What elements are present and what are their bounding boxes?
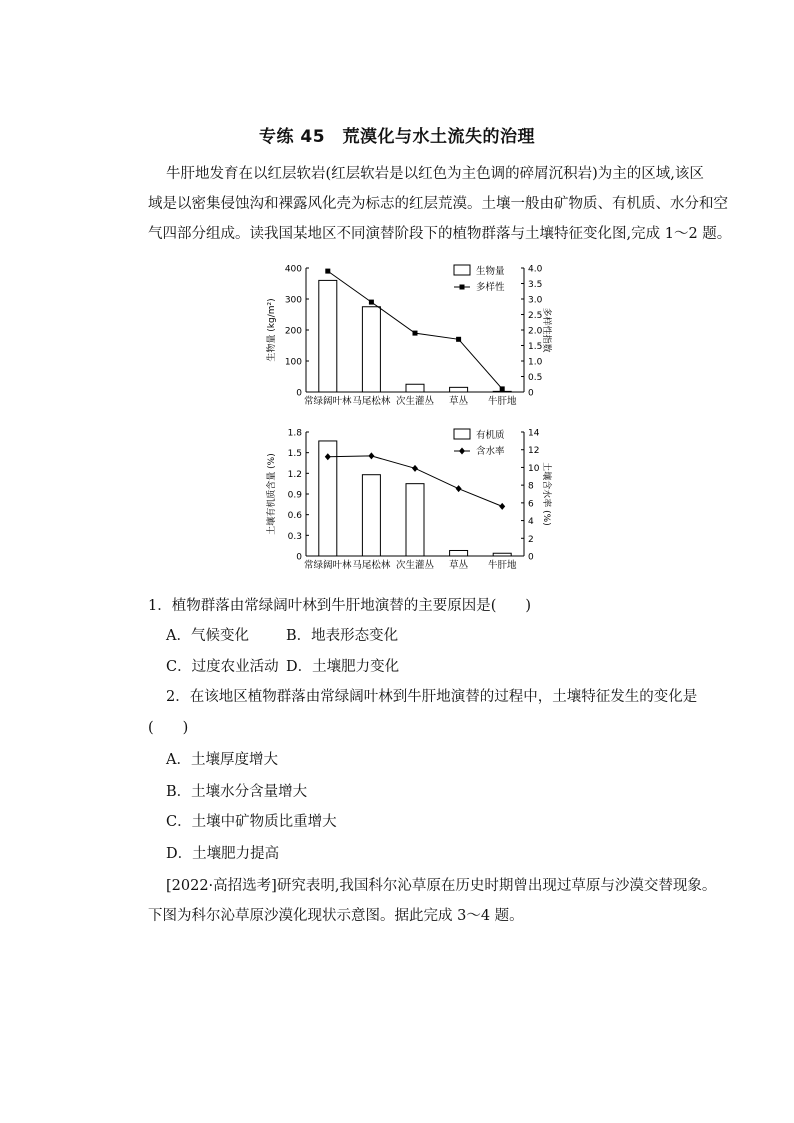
right-tick-label: 10 <box>528 463 540 474</box>
q2-option-c: C．土壤中矿物质比重增大 <box>166 814 337 830</box>
legend-bar-swatch <box>454 265 470 275</box>
right-tick-label: 3.5 <box>528 280 543 290</box>
right-tick-label: 0 <box>528 552 534 563</box>
category-label: 马尾松林 <box>352 560 391 571</box>
point-含水率 <box>456 485 462 492</box>
intro2-line-1: [2022·高招选考]研究表明,我国科尔沁草原在历史时期曾出现过草原与沙漠交替现象。 <box>166 878 717 894</box>
point-含水率 <box>412 465 418 472</box>
y2-axis-label: 多样性指数 <box>541 307 551 353</box>
category-label: 次生灌丛 <box>395 560 435 571</box>
q1-option-c: C．过度农业活动 <box>166 659 279 675</box>
right-tick-label: 0.5 <box>528 373 543 383</box>
q1-option-b: B．地表形态变化 <box>286 628 399 644</box>
legend-line-marker <box>460 285 465 290</box>
right-tick-label: 8 <box>528 481 534 492</box>
question-2: 2．在该地区植物群落由常绿阔叶林到牛肝地演替的过程中，土壤特征发生的变化是 <box>166 689 698 705</box>
left-tick-label: 1.5 <box>287 449 302 460</box>
point-多样性 <box>456 337 461 342</box>
left-tick-label: 100 <box>284 357 302 368</box>
category-label: 牛肝地 <box>487 560 517 571</box>
right-tick-label: 4.0 <box>528 264 543 275</box>
category-label: 次生灌丛 <box>395 396 435 407</box>
legend-line-label: 含水率 <box>476 446 505 457</box>
right-tick-label: 1.5 <box>528 342 543 352</box>
point-含水率 <box>368 452 374 459</box>
page-title: 专练 45 荒漠化与水土流失的治理 <box>258 127 536 147</box>
category-label: 草丛 <box>449 560 469 571</box>
left-tick-label: 0.6 <box>287 511 302 522</box>
question-1: 1．植物群落由常绿阔叶林到牛肝地演替的主要原因是( ) <box>148 598 532 614</box>
left-tick-label: 0 <box>296 552 302 563</box>
right-tick-label: 2.5 <box>528 311 543 321</box>
q2-option-a: A．土壤厚度增大 <box>166 752 278 768</box>
right-tick-label: 2.0 <box>528 326 543 337</box>
left-tick-label: 300 <box>284 295 302 306</box>
q2-option-d: D．土壤肥力提高 <box>166 846 280 862</box>
category-label: 马尾松林 <box>352 396 391 407</box>
legend-bar-label: 有机质 <box>476 430 505 441</box>
bar-生物量 <box>406 384 424 392</box>
q2-option-b: B．土壤水分含量增大 <box>166 784 308 800</box>
right-tick-label: 14 <box>528 428 540 439</box>
left-tick-label: 0.9 <box>287 490 302 501</box>
left-tick-label: 200 <box>284 326 302 337</box>
left-tick-label: 1.2 <box>287 469 302 480</box>
category-label: 常绿阔叶林 <box>304 396 352 407</box>
intro-line-1: 牛肝地发育在以红层软岩(红层软岩是以红色为主色调的碎屑沉积岩)为主的区域,该区 <box>166 166 704 182</box>
chart-biomass-diversity <box>262 258 552 416</box>
right-tick-label: 12 <box>528 446 540 457</box>
right-tick-label: 3.0 <box>528 295 543 306</box>
legend-bar-swatch <box>454 429 470 439</box>
bar-有机质 <box>450 550 468 556</box>
q1-option-d: D．土壤肥力变化 <box>286 659 400 675</box>
y-axis-label: 土壤有机质含量 (%) <box>267 453 277 535</box>
bar-有机质 <box>362 475 380 556</box>
y2-axis-label: 土壤含水率 (%) <box>541 462 551 526</box>
left-tick-label: 0.3 <box>287 531 302 542</box>
right-tick-label: 2 <box>528 534 534 545</box>
intro-line-3: 气四部分组成。读我国某地区不同演替阶段下的植物群落与土壤特征变化图,完成 1～2 题。 <box>148 226 732 242</box>
category-label: 牛肝地 <box>487 396 517 407</box>
point-多样性 <box>413 331 418 336</box>
left-tick-label: 400 <box>284 264 302 275</box>
bar-有机质 <box>493 553 511 556</box>
category-label: 常绿阔叶林 <box>304 560 352 571</box>
intro-line-2: 域是以密集侵蚀沟和裸露风化壳为标志的红层荒漠。土壤一般由矿物质、有机质、水分和空 <box>148 196 728 212</box>
legend-line-marker <box>459 448 465 455</box>
left-tick-label: 1.8 <box>287 428 302 439</box>
q1-option-a: A．气候变化 <box>166 628 249 644</box>
bar-有机质 <box>406 484 424 556</box>
right-tick-label: 0 <box>528 388 534 399</box>
legend-line-label: 多样性 <box>476 282 505 293</box>
right-tick-label: 1.0 <box>528 357 543 368</box>
legend-bar-label: 生物量 <box>476 266 505 277</box>
right-tick-label: 6 <box>528 499 534 510</box>
bar-生物量 <box>362 307 380 392</box>
bar-生物量 <box>319 280 337 392</box>
question-2-blank: ( ) <box>148 720 189 736</box>
category-label: 草丛 <box>449 396 469 407</box>
point-含水率 <box>499 503 505 510</box>
bar-生物量 <box>450 387 468 392</box>
left-tick-label: 0 <box>296 388 302 399</box>
intro2-line-2: 下图为科尔沁草原沙漠化现状示意图。据此完成 3～4 题。 <box>148 908 524 924</box>
right-tick-label: 4 <box>528 517 534 528</box>
chart-organic-moisture <box>262 422 552 580</box>
point-多样性 <box>500 386 505 391</box>
y-axis-label: 生物量 (kg/m²) <box>267 298 277 362</box>
bar-生物量 <box>493 391 511 392</box>
point-多样性 <box>325 269 330 274</box>
point-多样性 <box>369 300 374 305</box>
